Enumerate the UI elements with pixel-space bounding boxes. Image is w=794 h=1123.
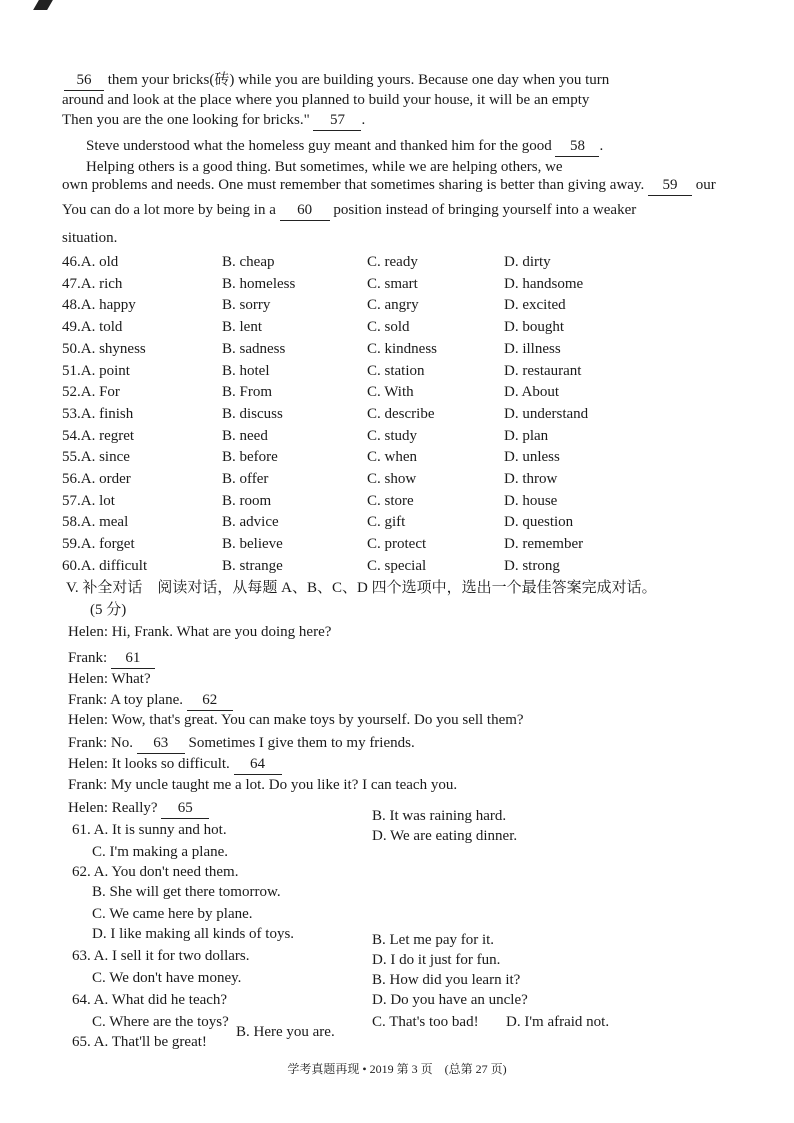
q63-b: B. Let me pay for it. (372, 932, 495, 948)
option-a (62, 404, 133, 424)
option-b: B. before (222, 449, 278, 466)
option-a (62, 426, 134, 446)
passage-line-6: You can do a lot more by being in a 60 position instead of bringing yourself into a weaker (62, 200, 636, 221)
dialogue-line: Helen: What? (68, 671, 151, 687)
question-number: 52. (62, 384, 81, 401)
q65-a: 65. A. That'll be great! (72, 1034, 207, 1050)
option-a (62, 317, 122, 337)
option-c: C. ready (367, 254, 418, 270)
option-text: A. finish (80, 405, 134, 422)
option-c: C. With (367, 384, 414, 401)
option-text: A. rich (80, 275, 123, 292)
q65-d: D. I'm afraid not. (506, 1014, 610, 1030)
option-d: D. restaurant (504, 362, 582, 379)
option-b: B. need (222, 427, 268, 444)
option-b: B. From (222, 384, 273, 401)
dialogue-line: Frank: 61 (68, 648, 155, 669)
option-c: C. kindness (367, 340, 438, 357)
option-d: D. handsome (504, 275, 584, 292)
passage-line-3: Then you are the one looking for bricks." 57 . (62, 110, 365, 131)
question-number: 56. (62, 471, 81, 487)
scan-corner-mark (33, 0, 53, 10)
dialogue-line: Helen: It looks so difficult. 64 (68, 754, 282, 775)
section-heading: V. 补全对话 阅读对话，从每题 A、B、C、D 四个选项中，选出一个最佳答案完成对话。 (66, 580, 657, 596)
question-number: 46. (62, 254, 81, 270)
dialogue-line: Frank: No. 63 Sometimes I give them to my friends. (68, 733, 415, 754)
page-footer: 学考真题再现 • 2019 第 3 页 (总第 27 页) (287, 1062, 507, 1076)
option-d: D. remember (504, 536, 584, 553)
dialogue-line: Helen: Hi, Frank. What are you doing here? (68, 624, 332, 640)
option-c: C. store (367, 492, 414, 509)
option-c: C. special (367, 557, 427, 574)
option-a (62, 512, 128, 532)
option-d: D. unless (504, 449, 560, 466)
option-a (62, 447, 130, 467)
q62-d: D. I like making all kinds of toys. (92, 926, 295, 942)
question-number: 53. (62, 405, 81, 422)
question-number: 60. (62, 557, 81, 574)
q64-b: B. How did you learn it? (372, 972, 521, 988)
option-d: D. throw (504, 471, 558, 487)
passage-line-4: Steve understood what the homeless guy meant and thanked him for the good 58 . (86, 136, 603, 157)
passage-line-7: situation. (62, 230, 118, 246)
option-d: D. strong (504, 557, 560, 574)
q62-b: B. She will get there tomorrow. (92, 884, 281, 900)
option-c: C. protect (367, 536, 427, 553)
option-a (62, 339, 146, 359)
q64-c: C. Where are the toys? (92, 1014, 229, 1030)
option-b: B. homeless (222, 275, 296, 292)
question-number: 48. (62, 297, 81, 314)
option-b: B. strange (222, 557, 283, 574)
option-c: C. show (367, 471, 417, 487)
q63-a: 63. A. I sell it for two dollars. (72, 948, 250, 964)
option-b: B. sadness (222, 340, 286, 357)
dialogue-line: Frank: A toy plane. 62 (68, 690, 233, 711)
option-text: A. told (80, 319, 123, 336)
option-text: A. shyness (80, 340, 146, 357)
option-a (62, 361, 130, 381)
option-a (62, 382, 120, 402)
option-b: B. advice (222, 514, 279, 531)
option-c: C. station (367, 362, 425, 379)
option-b: B. sorry (222, 297, 271, 314)
option-text: A. lot (80, 492, 115, 509)
option-text: A. old (80, 254, 119, 270)
option-d: D. question (504, 514, 574, 531)
q63-d: D. I do it just for fun. (372, 952, 501, 968)
option-b: B. believe (222, 536, 283, 553)
option-a (62, 534, 135, 554)
q63-c: C. We don't have money. (92, 970, 242, 986)
dialogue-line: Helen: Wow, that's great. You can make toys by yourself. Do you sell them? (68, 712, 524, 728)
question-number: 59. (62, 536, 81, 553)
option-d: D. illness (504, 340, 561, 357)
option-b: B. discuss (222, 405, 283, 422)
passage-line-5: Helping others is a good thing. But sometimes, while we are helping others, we (86, 159, 563, 175)
option-c: C. gift (367, 514, 406, 531)
option-c: C. study (367, 427, 418, 444)
option-b: B. cheap (222, 254, 275, 270)
option-text: A. regret (80, 427, 135, 444)
option-c: C. describe (367, 405, 435, 422)
q61-b: B. It was raining hard. (372, 808, 507, 824)
question-number: 49. (62, 319, 81, 336)
option-a (62, 469, 131, 489)
option-c: C. sold (367, 319, 410, 336)
option-c: C. when (367, 449, 417, 466)
option-c: C. angry (367, 297, 419, 314)
option-d: D. About (504, 384, 560, 401)
q65-b: B. Here you are. (236, 1024, 335, 1040)
passage-line-5b: own problems and needs. One must remember that sometimes sharing is better than giving away. 59 our (62, 175, 716, 196)
q64-a: 64. A. What did he teach? (72, 992, 228, 1008)
option-c: C. smart (367, 275, 418, 292)
option-b: B. lent (222, 319, 262, 336)
option-b: B. hotel (222, 362, 270, 379)
question-number: 57. (62, 492, 81, 509)
q61-a: 61. A. It is sunny and hot. (72, 822, 227, 838)
option-d: D. bought (504, 319, 564, 336)
option-text: A. difficult (80, 557, 148, 574)
question-number: 50. (62, 340, 81, 357)
passage-line-1: 56 them your bricks(砖) while you are building yours. Because one day when you turn (64, 70, 609, 91)
option-text: A. point (80, 362, 130, 379)
dialogue-line: Helen: Really? 65 (68, 798, 209, 819)
option-a (62, 295, 136, 315)
passage-line-2: around and look at the place where you planned to build your house, it will be an empty (62, 92, 590, 108)
question-number: 54. (62, 427, 81, 444)
q62-a: 62. A. You don't need them. (72, 864, 239, 880)
option-a (62, 252, 118, 272)
option-text: A. order (80, 471, 131, 487)
question-number: 58. (62, 514, 81, 531)
q65-c: C. That's too bad! (372, 1014, 479, 1030)
option-d: D. excited (504, 297, 566, 314)
option-d: D. house (504, 492, 558, 509)
dialogue-line: Frank: My uncle taught me a lot. Do you like it? I can teach you. (68, 777, 458, 793)
option-a (62, 491, 115, 511)
option-d: D. understand (504, 405, 589, 422)
question-number: 51. (62, 362, 81, 379)
option-text: A. For (80, 384, 120, 401)
question-number: 47. (62, 275, 81, 292)
q62-c: C. We came here by plane. (92, 906, 253, 922)
option-text: A. meal (80, 514, 129, 531)
q61-d: D. We are eating dinner. (372, 828, 518, 844)
option-a (62, 556, 147, 576)
option-text: A. happy (80, 297, 136, 314)
section-score: (5 分) (90, 602, 127, 618)
option-a (62, 274, 122, 294)
option-text: A. forget (80, 536, 135, 553)
option-d: D. plan (504, 427, 549, 444)
option-b: B. offer (222, 471, 269, 487)
question-number: 55. (62, 449, 81, 466)
option-b: B. room (222, 492, 272, 509)
q61-c: C. I'm making a plane. (92, 844, 229, 860)
option-d: D. dirty (504, 254, 551, 270)
option-text: A. since (80, 449, 130, 466)
q64-d: D. Do you have an uncle? (372, 992, 528, 1008)
